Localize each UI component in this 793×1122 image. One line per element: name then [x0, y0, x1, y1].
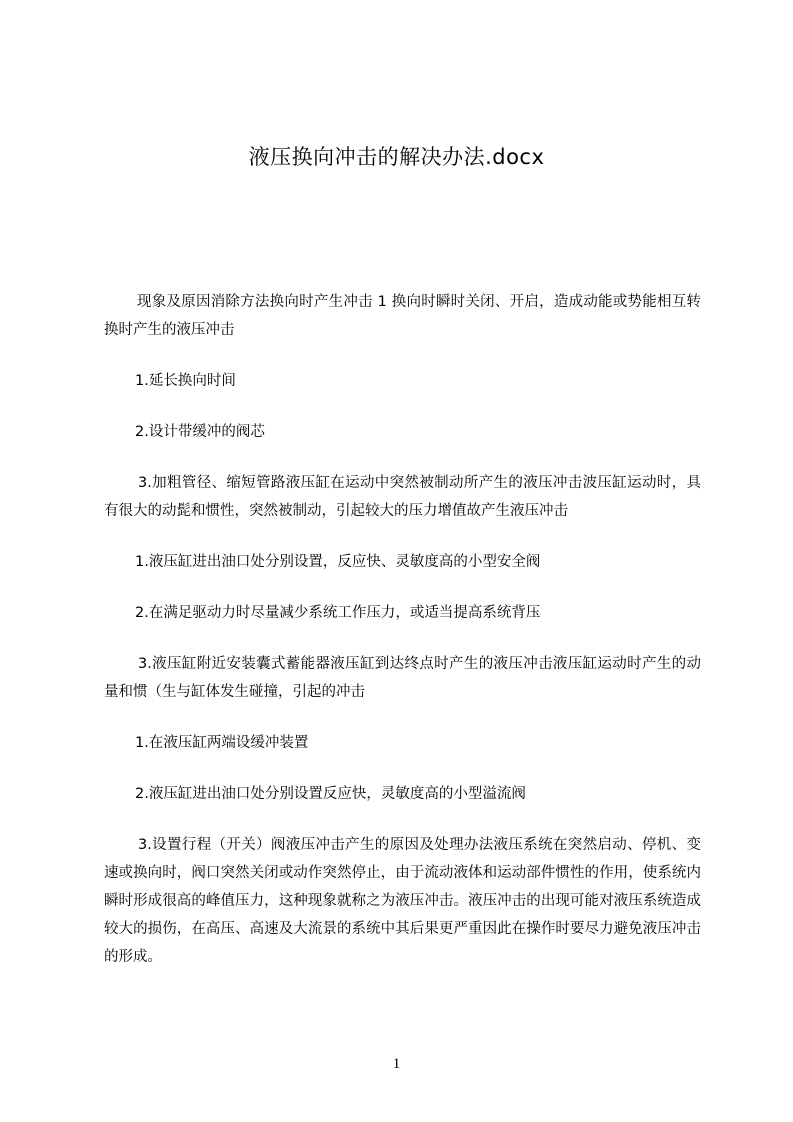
list-item: 3.加粗管径、缩短管路液压缸在运动中突然被制动所产生的液压冲击波压缸运动时，具有很大的动髭和惯性，突然被制动，引起较大的压力增值故产生液压冲击 — [104, 475, 701, 519]
list-item: 1.延长换向时间 — [135, 373, 236, 389]
list-item: 1.液压缸进出油口处分别设置，反应快、灵敏度高的小型安全阀 — [135, 554, 541, 570]
list-item: 3.液压缸附近安装囊式蓄能器液压缸到达终点时产生的液压冲击液压缸运动时产生的动量和惯（生与缸体发生碰撞，引起的冲击 — [104, 656, 701, 700]
page-number: 1 — [392, 1056, 401, 1072]
list-item: 3.设置行程（开关）阀液压冲击产生的原因及处理办法液压系统在突然启动、停机、变速或换向时，阀口突然关闭或动作突然停止，由于流动液体和运动部件惯性的作用，使系统内瞬时形成很高的峰值压力，这种现象就称之为液压冲击。液压冲击的出现可能对液压系统造成较大的损伤，在高压、高速及大流景的系统中其后果更严重因此在操作时要尽力避免液压冲击的形成。 — [104, 837, 701, 965]
list-item: 2.液压缸进出油口处分别设置反应快，灵敏度高的小型溢流阀 — [135, 786, 526, 802]
document-title: 液压换向冲击的解决办法.docx — [248, 145, 545, 169]
list-item: 2.在满足驱动力时尽量减少系统工作压力，或适当提高系统背压 — [135, 605, 541, 621]
list-item: 2.设计带缓冲的阀芯 — [135, 424, 265, 440]
document-body — [104, 288, 701, 971]
list-item: 1.在液压缸两端设缓冲装置 — [135, 735, 309, 751]
paragraph-intro: 现象及原因消除方法换向时产生冲击 1 换向时瞬时关闭、开启，造成动能或势能相互转换时产生的液压冲击 — [104, 294, 701, 338]
